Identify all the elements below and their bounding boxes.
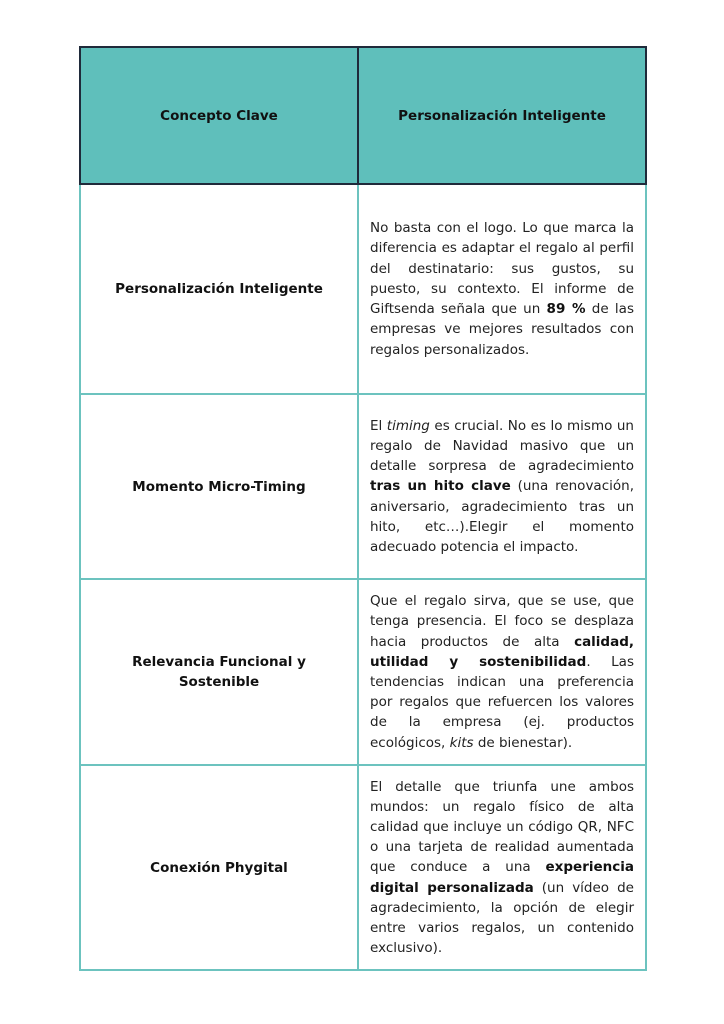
row-description: [358, 184, 646, 394]
table-row: [80, 765, 646, 970]
desc-text: (un vídeo de agradecimiento, la opción de elegir entre varios regalos, un contenido exclusivo).: [370, 879, 634, 957]
table-row: [80, 394, 646, 579]
desc-text: . Las tendencias indican una preferencia por regalos que refuercen los valores de la empresa (ej. productos ecológicos,: [370, 653, 634, 751]
row-concept: Relevancia Funcional y Sostenible: [80, 579, 358, 765]
desc-text: No basta con el logo. Lo que marca la diferencia es adaptar el regalo al perfil del destinatario: sus gustos, su puesto, su contexto. El informe de Giftsenda señala que un: [370, 220, 634, 318]
table-header-row: [80, 47, 646, 184]
desc-italic: kits: [449, 734, 474, 751]
row-description: [358, 394, 646, 579]
desc-text: Que el regalo sirva, que se use, que tenga presencia. El foco se desplaza hacia productos de alta: [370, 593, 634, 650]
row-concept: Conexión Phygital: [80, 765, 358, 970]
row-concept: Momento Micro-Timing: [80, 394, 358, 579]
desc-text: de bienestar).: [473, 734, 573, 751]
desc-bold: calidad, utilidad y sostenibilidad: [370, 633, 634, 670]
desc-text: El detalle que triunfa une ambos mundos: un regalo físico de alta calidad que incluye un código QR, NFC o una tarjeta de realidad aumentada que conduce a una: [370, 778, 634, 876]
desc-bold: 89 %: [546, 301, 586, 318]
header-concepto-clave: Concepto Clave: [80, 47, 358, 184]
row-concept: Personalización Inteligente: [80, 184, 358, 394]
table-row: [80, 579, 646, 765]
row-description: [358, 579, 646, 765]
desc-bold: tras un hito clave: [370, 478, 511, 495]
header-personalizacion: Personalización Inteligente: [358, 47, 646, 184]
row-description: [358, 765, 646, 970]
desc-text: de las empresas ve mejores resultados con regalos personalizados.: [370, 301, 634, 358]
desc-bold: experiencia digital personalizada: [370, 859, 634, 896]
desc-text: es crucial. No es lo mismo un regalo de Navidad masivo que un detalle sorpresa de agradecimiento: [370, 417, 634, 475]
desc-text: (una renovación, aniversario, agradecimiento tras un hito, etc…).Elegir el momento adecuado potencia el impacto.: [370, 478, 634, 555]
desc-text: El: [370, 417, 387, 434]
concepts-table: [79, 46, 647, 971]
desc-italic: timing: [386, 417, 430, 434]
table-row: [80, 184, 646, 394]
